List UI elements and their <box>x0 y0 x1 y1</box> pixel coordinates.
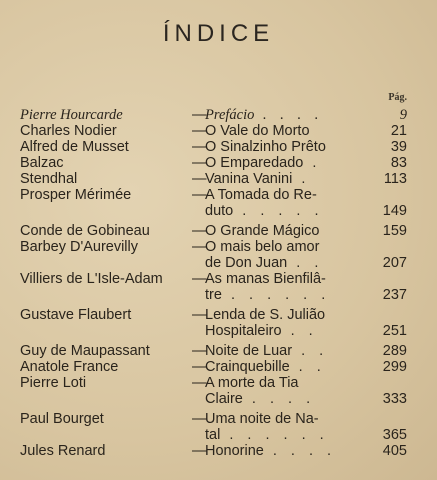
entry-dash: — <box>192 375 207 391</box>
entry-dash: — <box>192 187 207 203</box>
entry-leader-dots: . . . . . <box>233 203 324 219</box>
entry-title: Noite de Luar . . <box>205 343 329 359</box>
entry-dash: — <box>192 123 207 139</box>
entry-dash: — <box>192 239 207 255</box>
entry-page-number: 9 <box>399 107 407 123</box>
entry-author: Conde de Gobineau <box>20 223 150 239</box>
entry-author: Alfred de Musset <box>20 139 129 155</box>
entry-title: A Tomada do Re- <box>205 187 317 203</box>
entry-page-number: 251 <box>382 323 407 339</box>
entry-page-number: 83 <box>390 155 407 171</box>
entry-page-number: 21 <box>390 123 407 139</box>
entry-page-number: 365 <box>382 427 407 443</box>
entry-leader-dots: . . . . <box>242 391 316 407</box>
entry-page-number: 237 <box>382 287 407 303</box>
entry-dash: — <box>192 155 207 171</box>
entry-author: Prosper Mérimée <box>20 187 132 203</box>
entry-title: Vanina Vanini . <box>205 171 311 187</box>
entry-dash: — <box>192 171 207 187</box>
entry-dash: — <box>192 271 207 287</box>
entry-title: O Vale do Morto <box>205 123 310 139</box>
entry-title: Prefácio . . . . <box>205 107 324 123</box>
entry-leader-dots: . . <box>292 343 329 359</box>
entry-page-number: 299 <box>382 359 407 375</box>
entry-leader-dots: . <box>292 171 311 187</box>
entry-leader-dots: . . <box>289 359 326 375</box>
entry-author: Guy de Maupassant <box>20 343 150 359</box>
entry-author: Anatole France <box>20 359 119 375</box>
entry-page-number: 405 <box>382 443 407 459</box>
entry-title-continued: de Don Juan . . <box>205 255 324 271</box>
entry-page-number: 149 <box>382 203 407 219</box>
entry-title: Honorine . . . . <box>205 443 337 459</box>
page-title: ÍNDICE <box>162 20 275 47</box>
entry-title-continued: tre . . . . . . <box>205 287 331 303</box>
page-column-header: Pág. <box>388 92 407 103</box>
entry-leader-dots: . <box>303 155 322 171</box>
entry-author: Charles Nodier <box>20 123 117 139</box>
entry-page-number: 207 <box>382 255 407 271</box>
entry-title-continued: duto . . . . . <box>205 203 324 219</box>
entry-dash: — <box>192 307 207 323</box>
entry-author: Pierre Loti <box>20 375 87 391</box>
entry-author: Gustave Flaubert <box>20 307 132 323</box>
entry-leader-dots: . . . . . . <box>220 427 329 443</box>
entry-dash: — <box>192 359 207 375</box>
entry-leader-dots: . . <box>287 255 324 271</box>
entry-dash: — <box>192 443 207 459</box>
entry-title: O Emparedado . <box>205 155 322 171</box>
entry-page-number: 289 <box>382 343 407 359</box>
entry-author: Villiers de L'Isle-Adam <box>20 271 163 287</box>
entry-title: Lenda de S. Julião <box>205 307 326 323</box>
entry-dash: — <box>192 107 207 123</box>
entry-dash: — <box>192 223 207 239</box>
entry-title-continued: Claire . . . . <box>205 391 316 407</box>
entry-author: Paul Bourget <box>20 411 104 427</box>
entry-page-number: 39 <box>390 139 407 155</box>
entry-leader-dots: . . <box>281 323 318 339</box>
entry-title-continued: Hospitaleiro . . <box>205 323 318 339</box>
entry-title: O Sinalzinho Prêto <box>205 139 326 155</box>
entry-author: Balzac <box>20 155 64 171</box>
entry-title: As manas Bienfilâ- <box>205 271 326 287</box>
entry-title: O mais belo amor <box>205 239 320 255</box>
entry-dash: — <box>192 343 207 359</box>
entry-dash: — <box>192 411 207 427</box>
entry-title: Crainquebille . . <box>205 359 326 375</box>
entry-leader-dots: . . . . <box>254 107 324 123</box>
entry-title-continued: tal . . . . . . <box>205 427 329 443</box>
entry-leader-dots: . . . . . . <box>221 287 331 303</box>
entry-author: Jules Renard <box>20 443 106 459</box>
entry-dash: — <box>192 139 207 155</box>
entry-title: O Grande Mágico <box>205 223 320 239</box>
entry-leader-dots: . . . . <box>263 443 337 459</box>
entry-author: Pierre Hourcarde <box>20 107 123 123</box>
entry-author: Stendhal <box>20 171 78 187</box>
entry-title: A morte da Tia <box>205 375 299 391</box>
entry-author: Barbey D'Aurevilly <box>20 239 139 255</box>
entry-page-number: 159 <box>382 223 407 239</box>
entry-title: Uma noite de Na- <box>205 411 319 427</box>
entry-page-number: 333 <box>382 391 407 407</box>
entry-page-number: 113 <box>383 171 407 187</box>
